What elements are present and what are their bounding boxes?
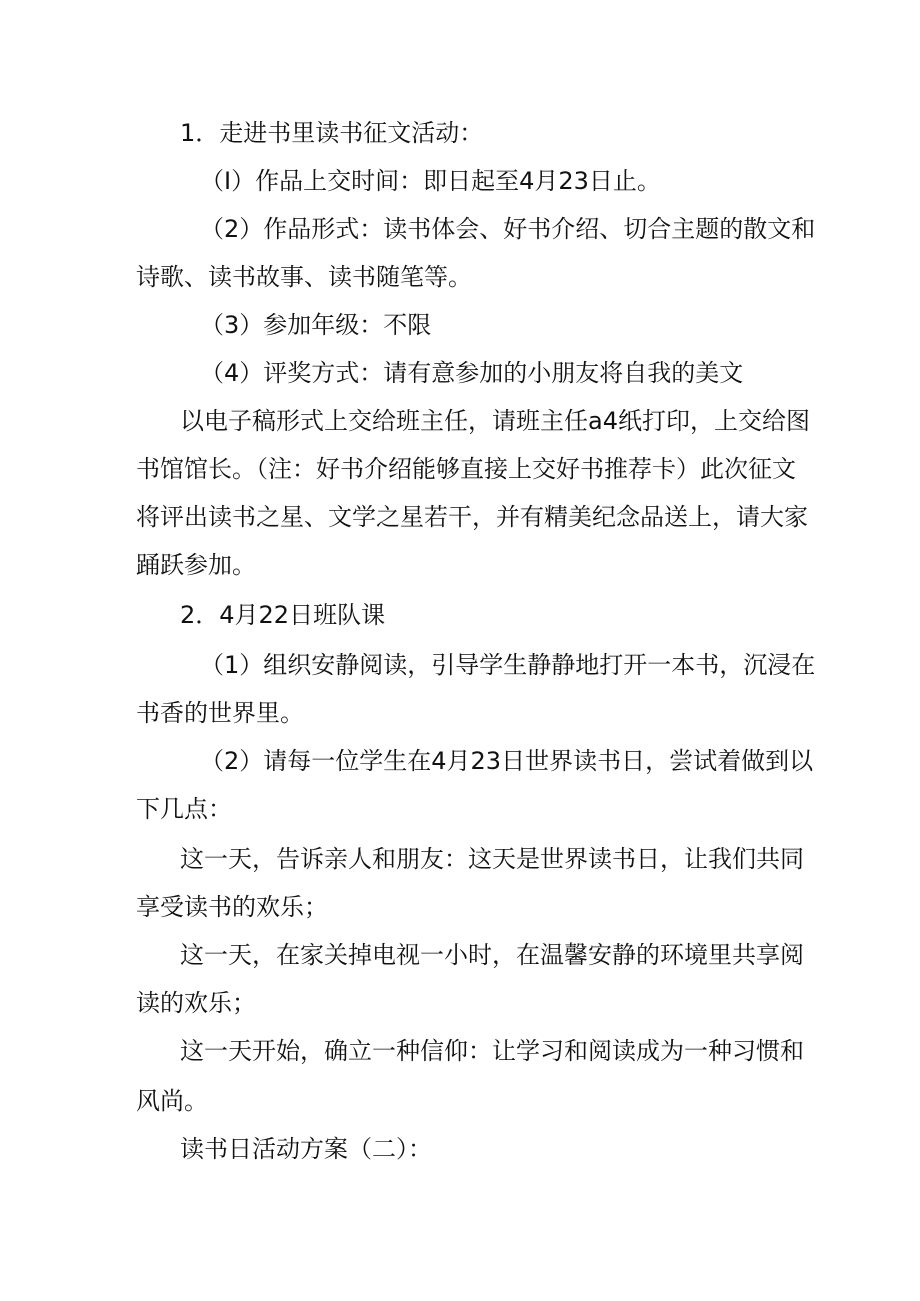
paragraph-line: （2）请每一位学生在4月23日世界读书日，尝试着做到以 <box>200 747 814 775</box>
paragraph-line: （I）作品上交时间：即日起至4月23日止。 <box>200 167 661 195</box>
paragraph-line: 这一天，告诉亲人和朋友：这天是世界读书日，让我们共同 <box>180 845 804 873</box>
paragraph-line: （1）组织安静阅读，引导学生静静地打开一本书，沉浸在 <box>200 651 816 679</box>
paragraph-line: 读的欢乐； <box>136 989 256 1017</box>
paragraph-line: 以电子稿形式上交给班主任，请班主任a4纸打印，上交给图 <box>180 407 810 435</box>
paragraph-line: 书馆馆长。（注：好书介绍能够直接上交好书推荐卡）此次征文 <box>136 455 796 483</box>
paragraph-line: 书香的世界里。 <box>136 699 304 727</box>
paragraph-line: （2）作品形式：读书体会、好书介绍、切合主题的散文和 <box>200 215 816 243</box>
section-heading: 2．4月22日班队课 <box>180 601 386 629</box>
paragraph-line: 享受读书的欢乐； <box>136 893 328 921</box>
paragraph-line: 风尚。 <box>136 1087 208 1115</box>
paragraph-line: 诗歌、读书故事、读书随笔等。 <box>136 263 472 291</box>
paragraph-line: 将评出读书之星、文学之星若干，并有精美纪念品送上，请大家 <box>136 503 808 531</box>
section-heading: 读书日活动方案（二）： <box>180 1135 432 1163</box>
paragraph-line: 这一天，在家关掉电视一小时，在温馨安静的环境里共享阅 <box>180 941 804 969</box>
paragraph-line: （4）评奖方式：请有意参加的小朋友将自我的美文 <box>200 359 744 387</box>
paragraph-line: 踊跃参加。 <box>136 551 256 579</box>
paragraph-line: 下几点： <box>136 795 232 823</box>
section-heading: 1．走进书里读书征文活动： <box>180 119 484 147</box>
paragraph-line: 这一天开始，确立一种信仰：让学习和阅读成为一种习惯和 <box>180 1037 804 1065</box>
paragraph-line: （3）参加年级：不限 <box>200 311 432 339</box>
